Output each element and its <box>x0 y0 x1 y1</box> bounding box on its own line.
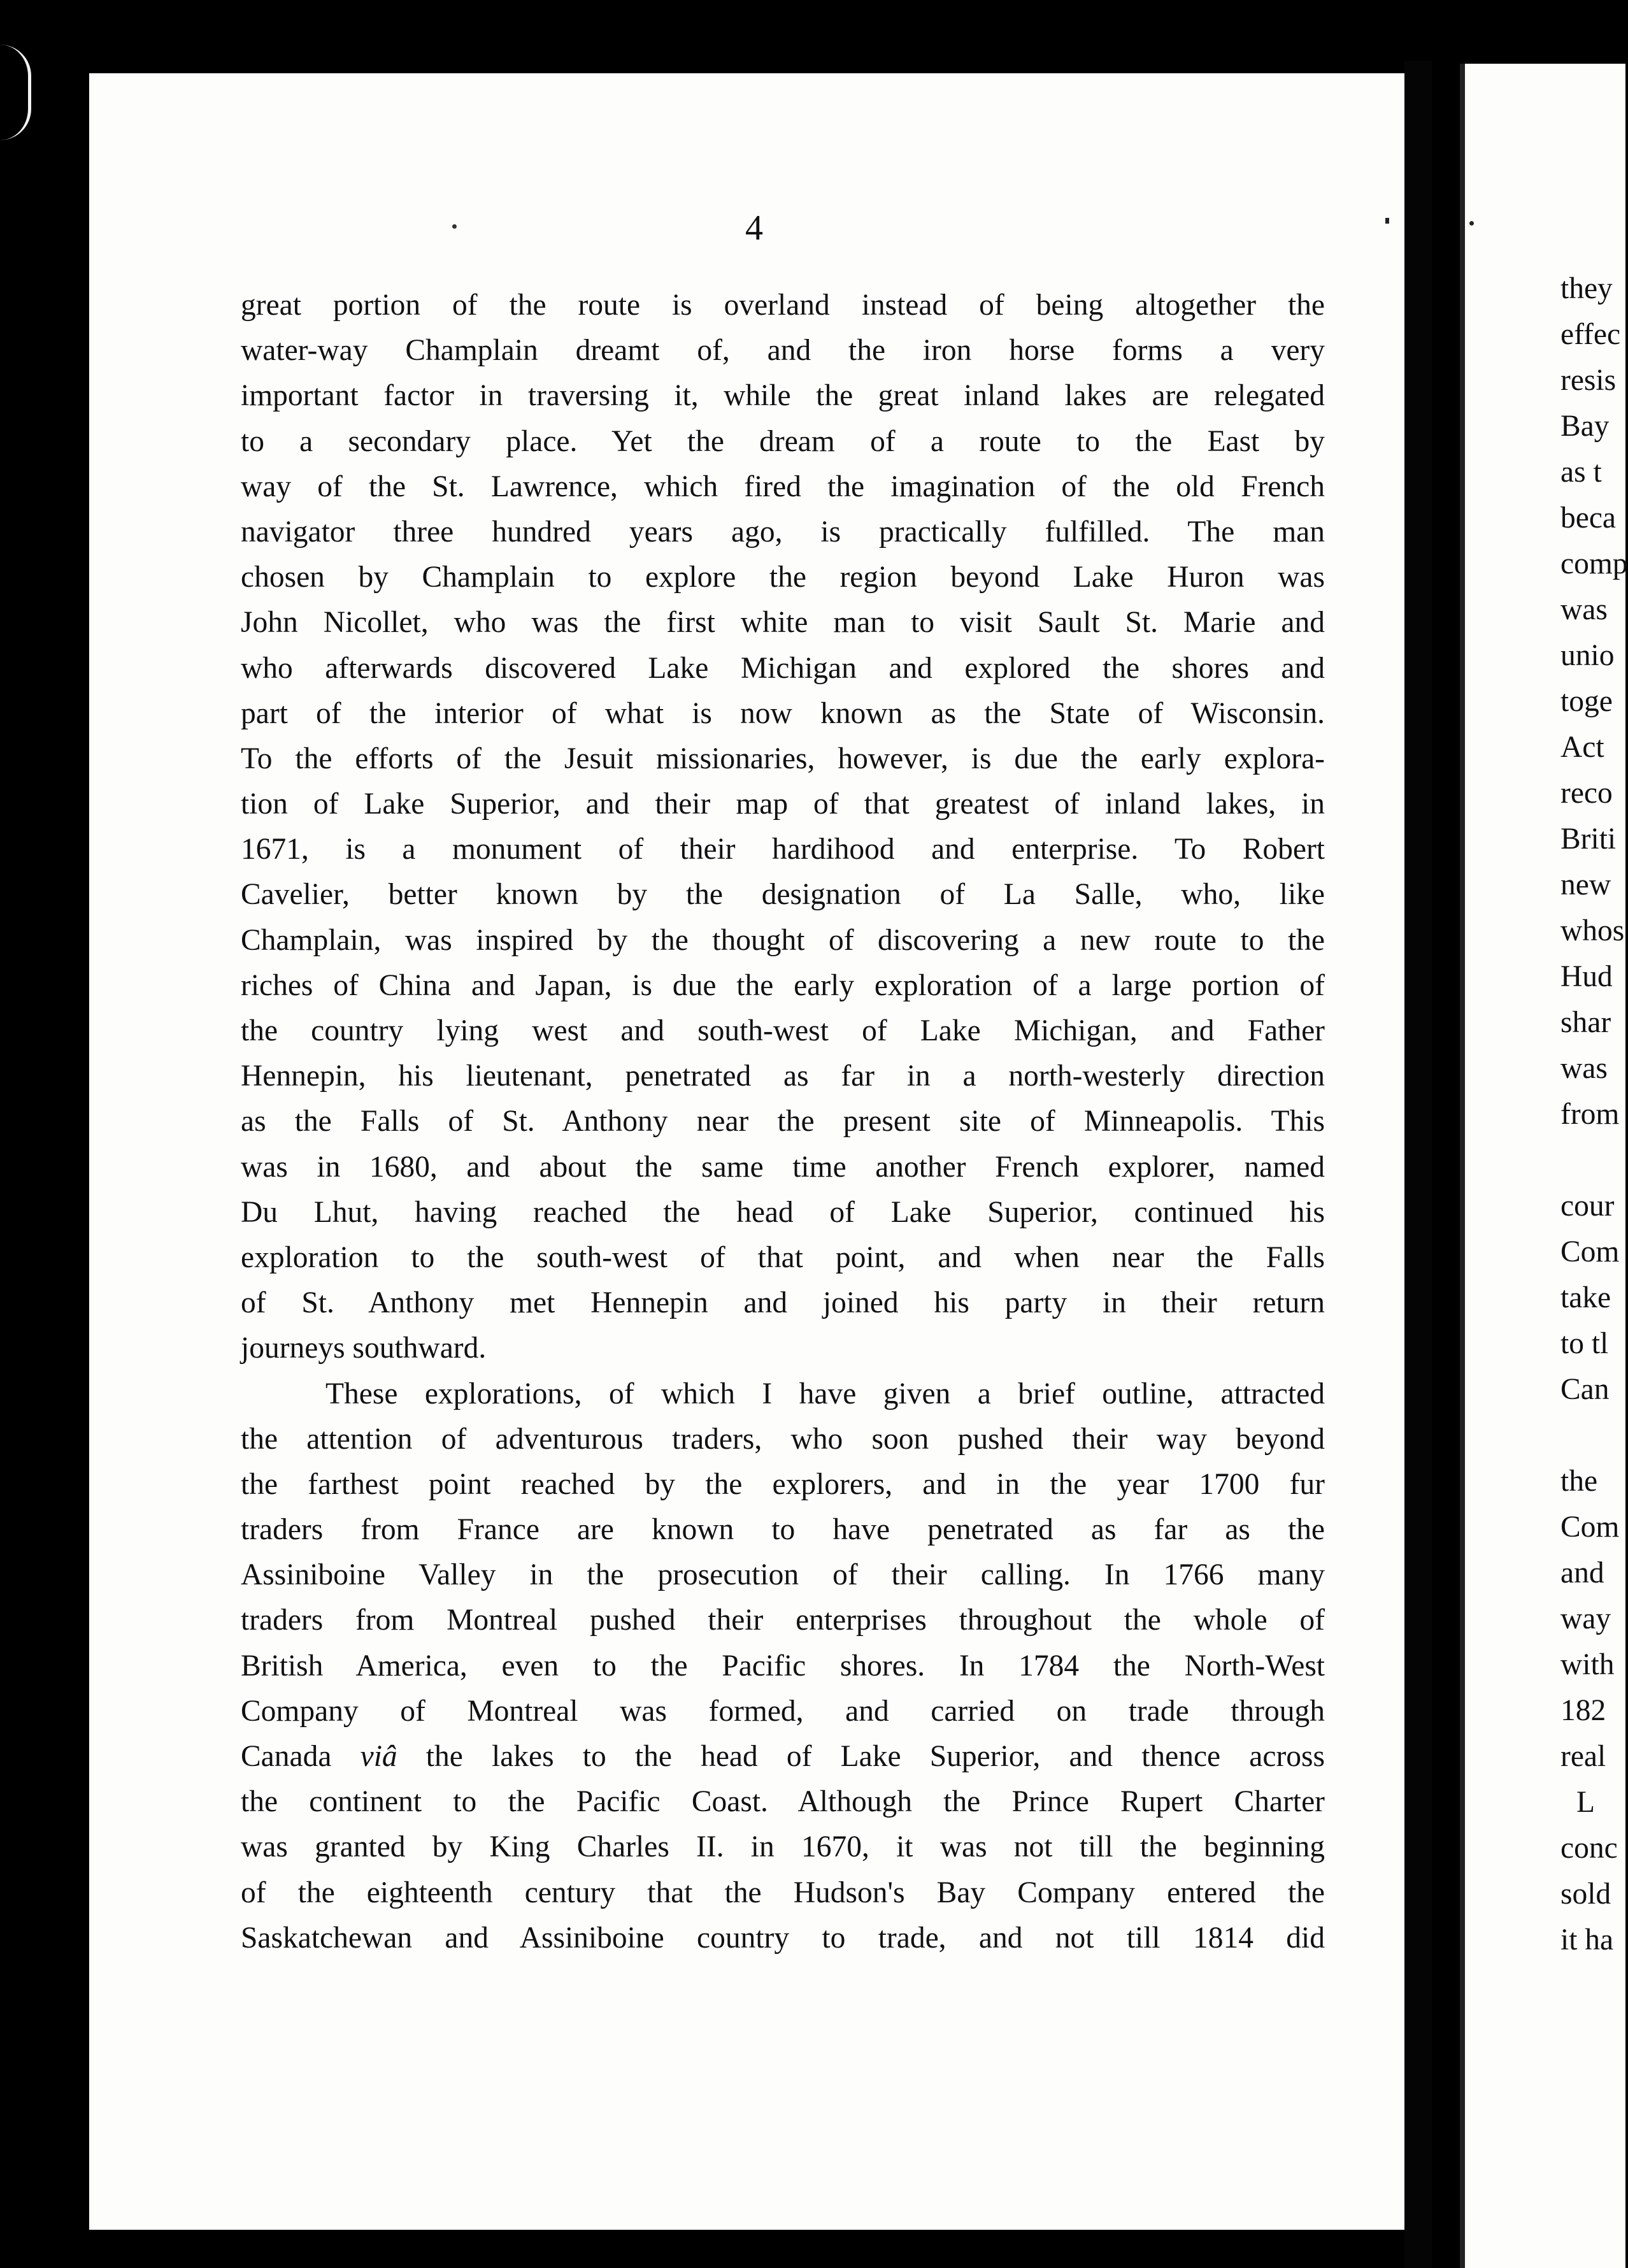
facing-line: was <box>1560 1052 1608 1085</box>
text-line: Cavelier, better known by the designation of La Salle, who, like <box>241 878 1325 912</box>
text-line: Champlain, was inspired by the thought of discovering a new route to the <box>241 923 1325 957</box>
text-line: Du Lhut, having reached the head of Lake Superior, continued his <box>241 1195 1325 1229</box>
text-segment: the lakes to the head of Lake Superior, and thence across <box>397 1740 1325 1773</box>
facing-line: way <box>1560 1602 1611 1635</box>
text-segment: Canada <box>241 1740 361 1773</box>
text-line: water-way Champlain dreamt of, and the iron horse forms a very <box>241 334 1325 368</box>
text-line: These explorations, of which I have given a brief outline, attracted <box>325 1377 1325 1410</box>
facing-line: conc <box>1560 1832 1618 1865</box>
facing-line: cour <box>1560 1189 1615 1223</box>
body-text <box>241 283 1325 1961</box>
scan-speck <box>1469 221 1474 226</box>
facing-line: 182 <box>1560 1694 1606 1727</box>
text-line: important factor in traversing it, while the great inland lakes are relegated <box>241 379 1325 413</box>
facing-line: shar <box>1560 1006 1611 1039</box>
text-line: to a secondary place. Yet the dream of a route to the East by <box>241 424 1325 458</box>
facing-line: the <box>1560 1465 1598 1498</box>
text-line: 1671, is a monument of their hardihood and enterprise. To Robert <box>241 833 1325 866</box>
scan-edge-mark <box>0 45 31 140</box>
facing-line: from <box>1560 1098 1620 1131</box>
text-line: of the eighteenth century that the Hudson's Bay Company entered the <box>241 1876 1325 1909</box>
facing-line: and <box>1560 1556 1604 1590</box>
text-line: part of the interior of what is now known as the State of Wisconsin. <box>241 696 1325 730</box>
facing-line: comp <box>1560 547 1628 580</box>
text-line: the attention of adventurous traders, who soon pushed their way beyond <box>241 1422 1325 1456</box>
facing-line: whos <box>1560 914 1625 947</box>
facing-line: with <box>1560 1648 1615 1681</box>
text-line: traders from Montreal pushed their enterprises throughout the whole of <box>241 1604 1325 1637</box>
text-line: way of the St. Lawrence, which fired the imagination of the old French <box>241 470 1325 503</box>
text-line: of St. Anthony met Hennepin and joined his party in their return <box>241 1286 1325 1320</box>
facing-line: Com <box>1560 1511 1620 1544</box>
page-number: 4 <box>745 208 763 248</box>
facing-line: L <box>1576 1786 1596 1819</box>
text-line: John Nicollet, who was the first white man to visit Sault St. Marie and <box>241 606 1325 640</box>
book-gutter <box>1404 61 1432 2268</box>
text-line: navigator three hundred years ago, is practically fulfilled. The man <box>241 515 1325 549</box>
text-line: exploration to the south-west of that point, and when near the Falls <box>241 1240 1325 1274</box>
facing-line: it ha <box>1560 1923 1614 1956</box>
facing-line: Hud <box>1560 960 1613 993</box>
text-line: chosen by Champlain to explore the region beyond Lake Huron was <box>241 561 1325 594</box>
facing-line: they <box>1560 272 1613 305</box>
text-line: who afterwards discovered Lake Michigan and explored the shores and <box>241 651 1325 685</box>
facing-line: new <box>1560 868 1611 901</box>
text-line: Assiniboine Valley in the prosecution of their calling. In 1766 many <box>241 1558 1325 1592</box>
text-line: the country lying west and south-west of Lake Michigan, and Father <box>241 1014 1325 1047</box>
facing-line: resis <box>1560 364 1617 397</box>
text-line: was in 1680, and about the same time another French explorer, named <box>241 1150 1325 1184</box>
facing-line: Can <box>1560 1373 1610 1406</box>
text-line: journeys southward. <box>241 1331 487 1365</box>
facing-line: take <box>1560 1281 1611 1314</box>
scan-speck <box>1385 218 1389 224</box>
facing-line: beca <box>1560 501 1616 535</box>
facing-line: real <box>1560 1740 1606 1773</box>
facing-line: was <box>1560 593 1608 626</box>
text-line: British America, even to the Pacific shores. In 1784 the North-West <box>241 1649 1325 1683</box>
text-line: riches of China and Japan, is due the early exploration of a large portion of <box>241 968 1325 1002</box>
text-line: the farthest point reached by the explorers, and in the year 1700 fur <box>241 1467 1325 1501</box>
facing-line: Com <box>1560 1235 1620 1268</box>
italic-word: viâ <box>360 1740 397 1773</box>
facing-line: effec <box>1560 318 1621 351</box>
facing-line: toge <box>1560 685 1613 718</box>
facing-line: Act <box>1560 731 1604 764</box>
text-line: Hennepin, his lieutenant, penetrated as far in a north-westerly direction <box>241 1059 1325 1093</box>
facing-line: sold <box>1560 1877 1611 1911</box>
scan-speck <box>452 224 457 229</box>
facing-line: Bay <box>1560 410 1610 443</box>
facing-line: Briti <box>1560 822 1617 856</box>
text-line: was granted by King Charles II. in 1670, it was not till the beginning <box>241 1830 1325 1864</box>
facing-line: to tl <box>1560 1327 1609 1360</box>
text-line <box>241 1734 1325 1779</box>
text-line: To the efforts of the Jesuit missionaries, however, is due the early explora- <box>241 742 1325 775</box>
facing-line: as t <box>1560 456 1602 489</box>
facing-line: reco <box>1560 777 1613 810</box>
text-line: as the Falls of St. Anthony near the present site of Minneapolis. This <box>241 1105 1325 1138</box>
text-line: the continent to the Pacific Coast. Although the Prince Rupert Charter <box>241 1785 1325 1819</box>
text-line: tion of Lake Superior, and their map of that greatest of inland lakes, in <box>241 787 1325 821</box>
text-line: Company of Montreal was formed, and carried on trade through <box>241 1694 1325 1728</box>
text-line: traders from France are known to have penetrated as far as the <box>241 1513 1325 1547</box>
text-line: Saskatchewan and Assiniboine country to trade, and not till 1814 did <box>241 1921 1325 1955</box>
facing-line: unio <box>1560 639 1615 672</box>
text-line: great portion of the route is overland instead of being altogether the <box>241 289 1325 322</box>
